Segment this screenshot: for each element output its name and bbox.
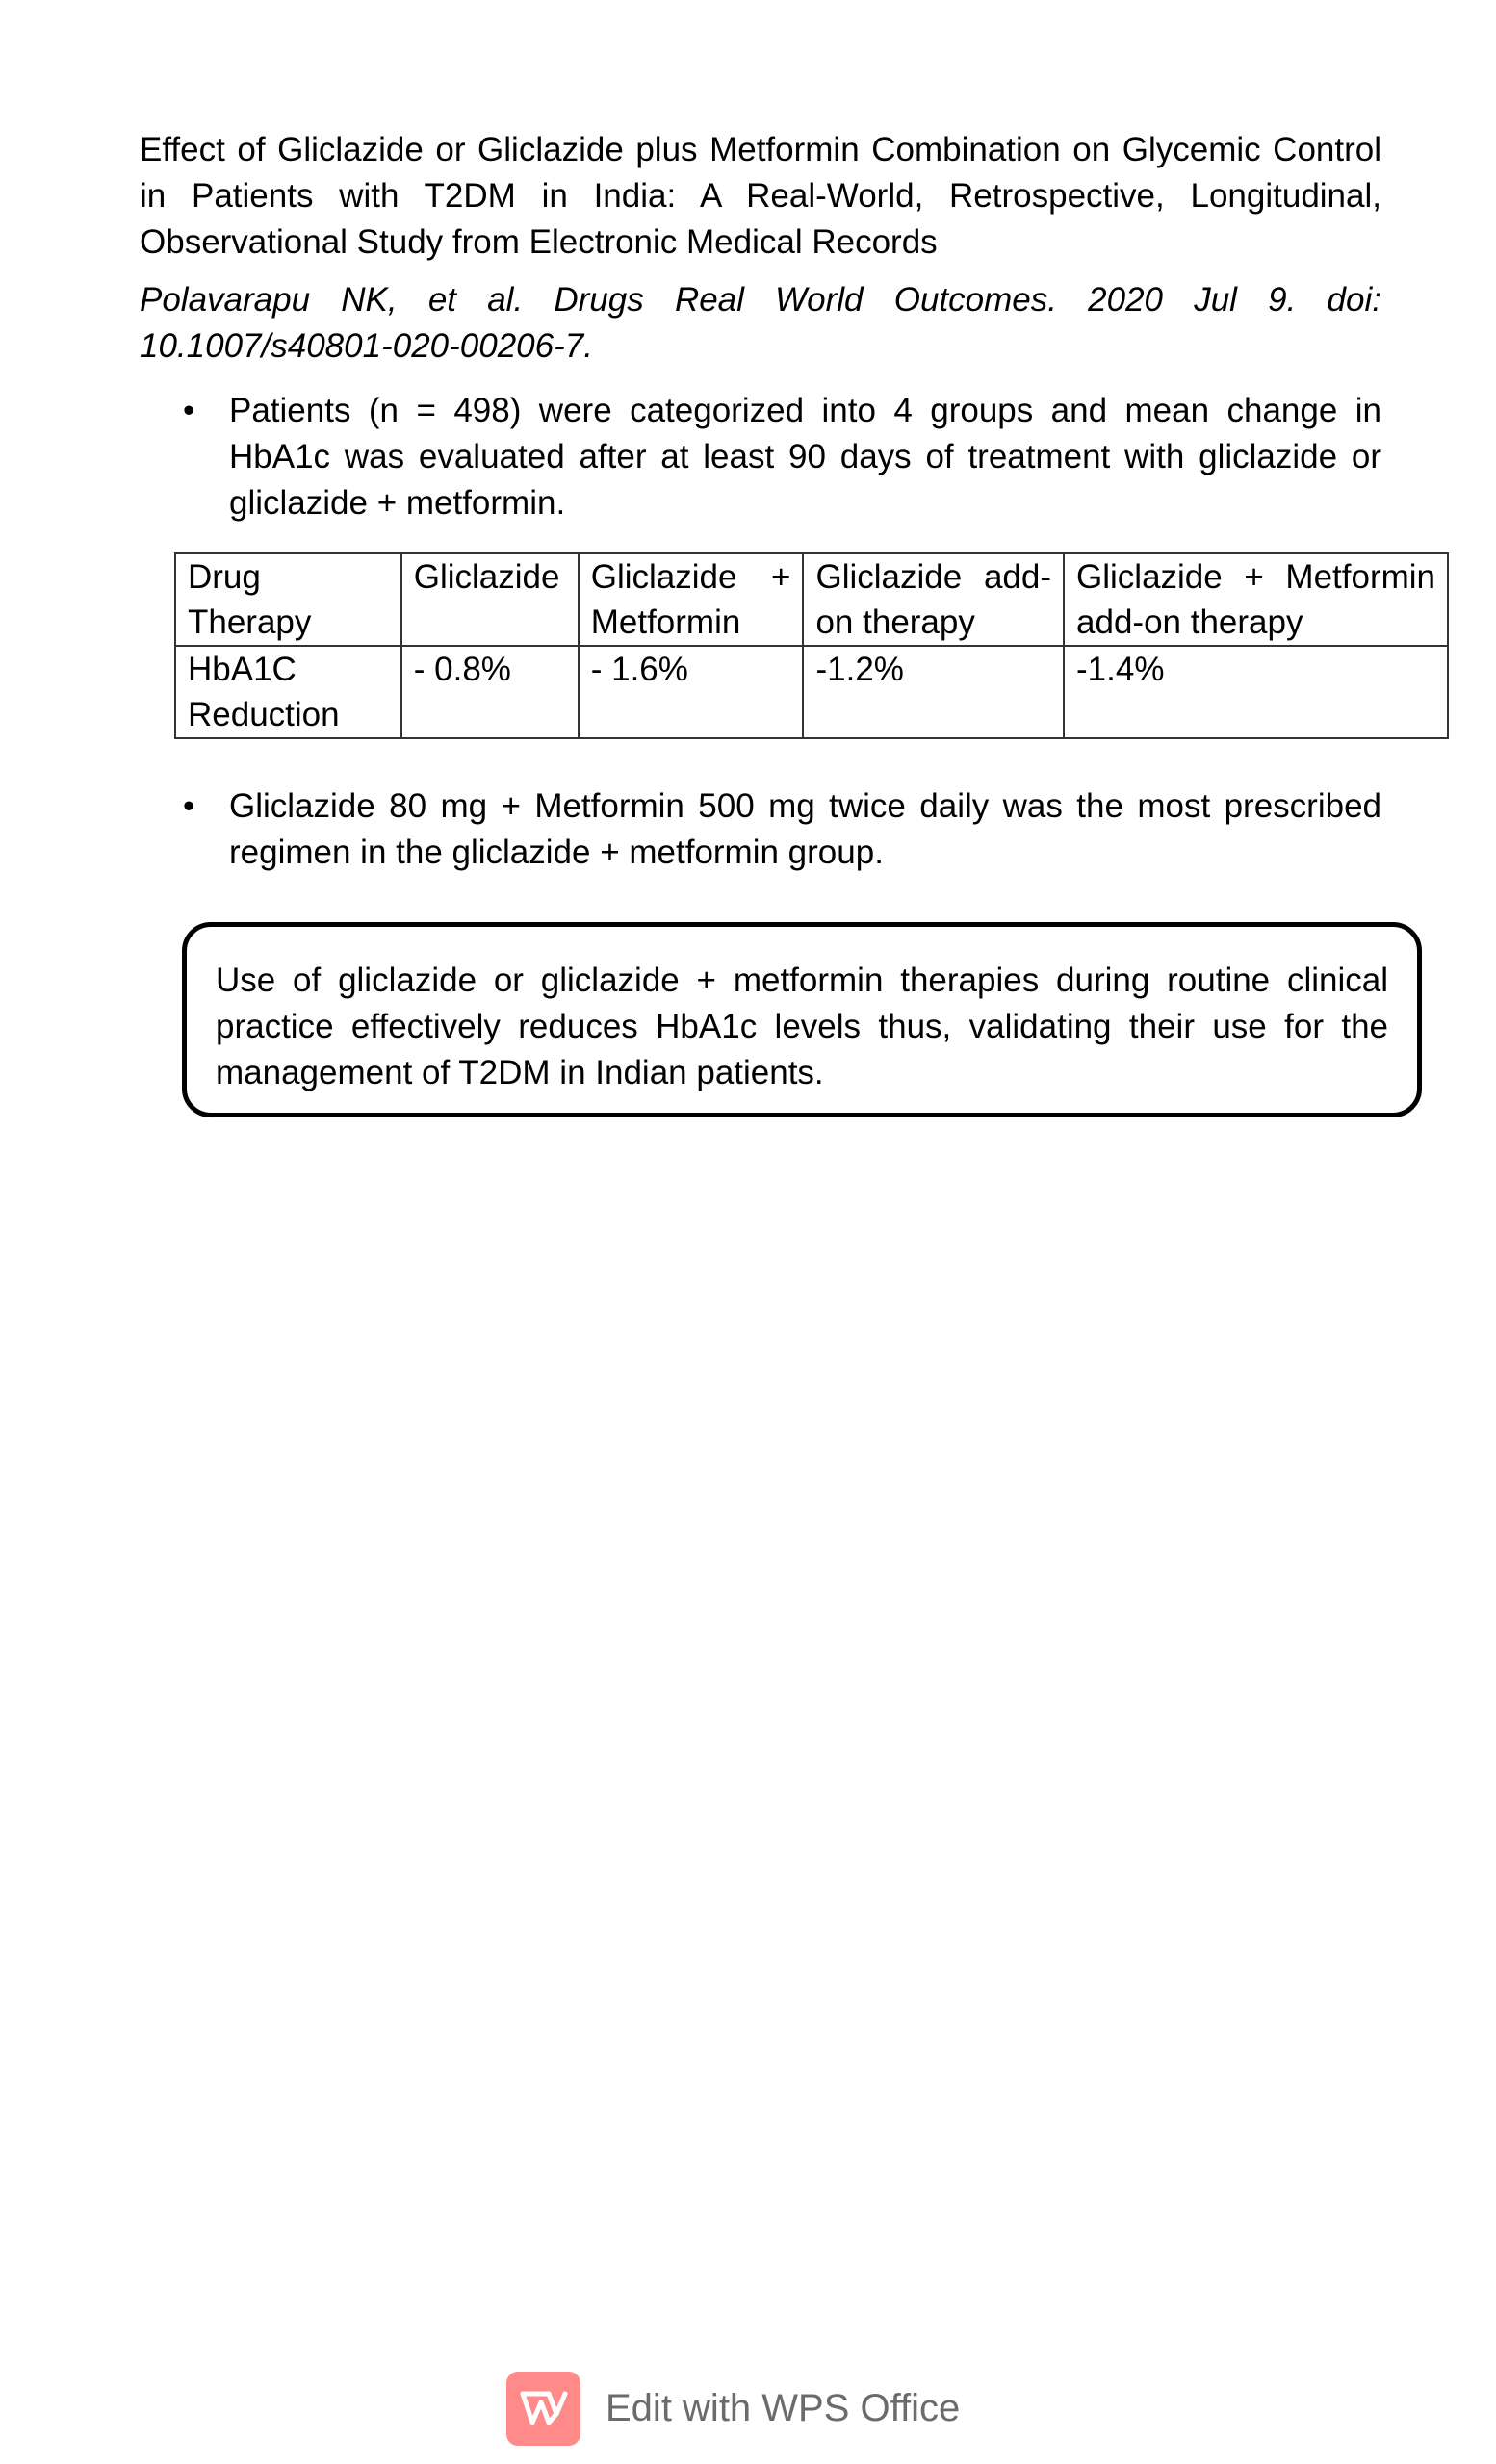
conclusion-text: Use of gliclazide or gliclazide + metformin therapies during routine clinical practice effectively reduces HbA1c levels thus, validating their use for the management of T2DM in Indian patients.: [216, 962, 1388, 1091]
wps-edit-banner[interactable]: [506, 2371, 960, 2446]
citation: Polavarapu NK, et al. Drugs Real World Outcomes. 2020 Jul 9. doi: 10.1007/s40801-020-00206-7.: [140, 281, 1381, 365]
table-header-cell: Gliclazide + Metformin: [579, 553, 804, 646]
conclusion-box: [182, 922, 1422, 1117]
bullet-item: [183, 783, 1381, 876]
document-title: Effect of Gliclazide or Gliclazide plus Metformin Combination on Glycemic Control in Patients with T2DM in India: A Real-World, Retrospective, Longitudinal, Observational Study from Electronic Medical Records: [140, 131, 1381, 261]
bullet-text: Gliclazide 80 mg + Metformin 500 mg twice daily was the most prescribed regimen in the gliclazide + metformin group.: [229, 787, 1381, 871]
table-cell: -1.4%: [1064, 646, 1448, 738]
bullet-icon: •: [183, 787, 195, 825]
table-header-cell: Drug Therapy: [175, 553, 401, 646]
table-cell: HbA1C Reduction: [175, 646, 401, 738]
table-header-cell: Gliclazide add-on therapy: [803, 553, 1064, 646]
table-cell: -1.2%: [803, 646, 1064, 738]
bullet-text: Patients (n = 498) were categorized into 4 groups and mean change in HbA1c was evaluated after at least 90 days of treatment with gliclazide or gliclazide + metformin.: [229, 392, 1381, 522]
wps-logo-icon: [506, 2372, 580, 2446]
bullet-item: [183, 388, 1381, 526]
wps-edit-label[interactable]: Edit with WPS Office: [606, 2386, 961, 2429]
table-header-cell: Gliclazide + Metformin add-on therapy: [1064, 553, 1448, 646]
bullet-icon: •: [183, 392, 195, 429]
table-row: [175, 646, 1448, 738]
table-header-row: [175, 553, 1448, 646]
table-cell: - 0.8%: [401, 646, 579, 738]
table-header-cell: Gliclazide: [401, 553, 579, 646]
hba1c-table: [174, 552, 1449, 739]
table-cell: - 1.6%: [579, 646, 804, 738]
